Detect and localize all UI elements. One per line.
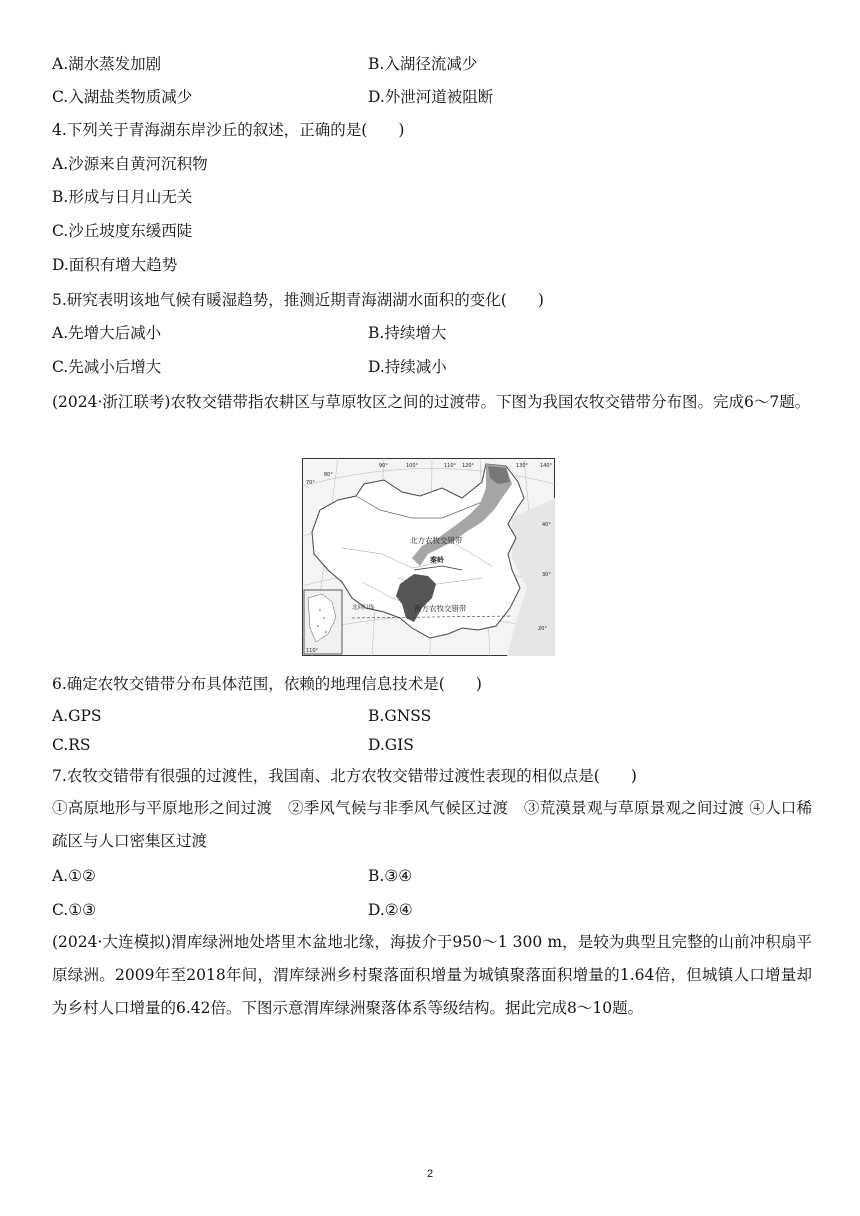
q5-stem: 5.研究表明该地气候有暖湿趋势，推测近期青海湖湖水面积的变化( ) (52, 291, 544, 309)
tick-lat-40: 40° (542, 522, 551, 528)
tick-lon-110: 110° (444, 463, 457, 469)
q7-option-c: C.①③ (52, 901, 97, 919)
tick-lon-80: 80° (324, 472, 333, 478)
q7-stem: 7.农牧交错带有很强的过渡性，我国南、北方农牧交错带过渡性表现的相似点是( ) (52, 767, 637, 785)
q4-option-a: A.沙源来自黄河沉积物 (52, 155, 208, 173)
tick-lon-90: 90° (379, 463, 388, 469)
q7-option-b: B.③④ (368, 867, 413, 885)
q3-option-d: D.外泄河道被阻断 (368, 88, 494, 106)
q7-items: ①高原地形与平原地形之间过渡 ②季风气候与非季风气候区过渡 ③荒漠景观与草原景观之间过渡 ④人口稀疏区与人口密集区过渡 (52, 799, 812, 850)
intro-6-7: (2024·浙江联考)农牧交错带指农耕区与草原牧区之间的过渡带。下图为我国农牧交错带分布图。完成6～7题。 (52, 393, 811, 411)
tick-inset-lon: 110° (306, 648, 319, 654)
label-tropic: 北回归线 (352, 605, 375, 611)
tick-lat-30: 30° (542, 572, 551, 578)
intro-8-10: (2024·大连模拟)渭库绿洲地处塔里木盆地北缘，海拔介于950～1 300 m，是较为典型且完整的山前冲积扇平原绿洲。2009年至2018年间，渭库绿洲乡村聚落面积增量为城镇聚落面积增量的1.64倍，但城镇人口增量却为乡村人口增量的6.42倍。下图示意渭库绿洲聚落体系等级结构。据此完成8～10题。 (52, 933, 812, 1017)
tick-lon-100: 100° (406, 463, 419, 469)
q6-option-b: B.GNSS (368, 707, 432, 725)
q4-option-b: B.形成与日月山无关 (52, 188, 193, 206)
q4-option-c: C.沙丘坡度东缓西陡 (52, 222, 193, 240)
tick-lon-70: 70° (306, 480, 315, 486)
tick-lon-130: 130° (516, 463, 529, 469)
label-south-ecotone: 南方农牧交错带 (414, 604, 467, 613)
q5-option-c: C.先减小后增大 (52, 358, 162, 376)
q6-stem: 6.确定农牧交错带分布具体范围，依赖的地理信息技术是( ) (52, 675, 482, 693)
tick-lat-20: 20° (538, 626, 547, 632)
tick-lon-120: 120° (462, 463, 475, 469)
q6-option-c: C.RS (52, 736, 91, 754)
page-number: 2 (426, 1168, 434, 1180)
agro-pastoral-ecotone-map (302, 458, 555, 656)
q4-option-d: D.面积有增大趋势 (52, 256, 178, 274)
q5-option-d: D.持续减小 (368, 358, 447, 376)
q3-option-c: C.入湖盐类物质减少 (52, 88, 193, 106)
q5-option-a: A.先增大后减小 (52, 324, 162, 342)
label-qinling: 秦岭 (430, 556, 444, 564)
q6-option-a: A.GPS (52, 707, 102, 725)
q3-option-b: B.入湖径流减少 (368, 55, 478, 73)
q4-stem: 4.下列关于青海湖东岸沙丘的叙述，正确的是( ) (52, 121, 405, 139)
tick-lon-140: 140° (540, 463, 553, 469)
q5-option-b: B.持续增大 (368, 324, 447, 342)
q7-option-a: A.①② (52, 867, 96, 885)
q7-option-d: D.②④ (368, 901, 413, 919)
q6-option-d: D.GIS (368, 736, 414, 754)
q3-option-a: A.湖水蒸发加剧 (52, 55, 162, 73)
label-north-ecotone: 北方农牧交错带 (410, 536, 463, 545)
